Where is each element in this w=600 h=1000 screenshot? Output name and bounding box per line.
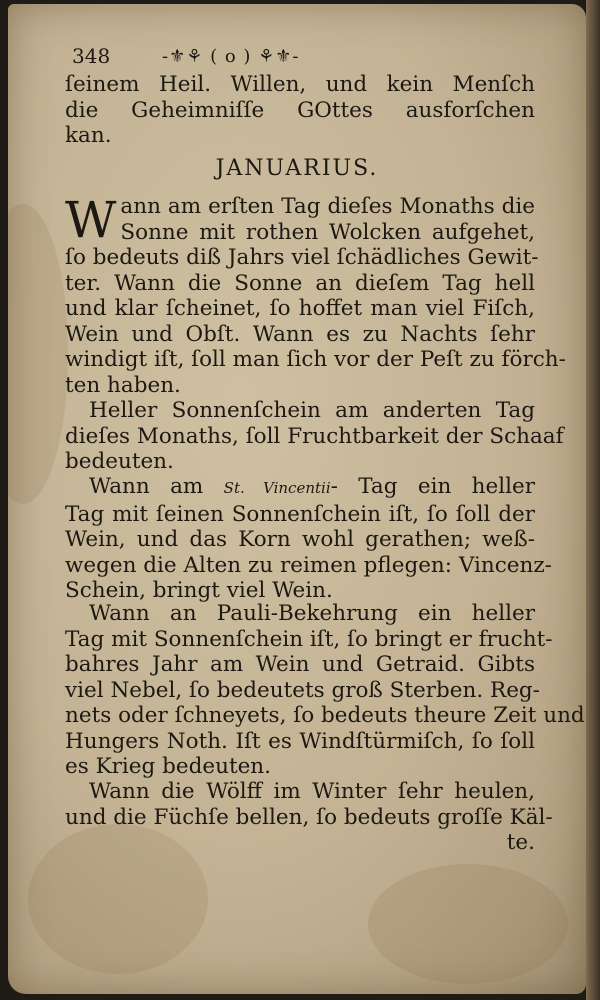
text-line: nets oder ſchneyets, ſo bedeuts theure Zeit und bbox=[65, 703, 585, 728]
paragraph-5 bbox=[65, 779, 553, 856]
text-line: bahres Jahr am Wein und Getraid. Gibts bbox=[65, 652, 535, 677]
intro-text bbox=[65, 72, 535, 149]
text-line: Wann an Pauli-Bekehrung ein heller bbox=[89, 601, 535, 626]
latin-name: St. Vincentii bbox=[223, 479, 331, 497]
text-line: die Geheimniſſe GOttes ausforſchen bbox=[65, 97, 535, 123]
paragraph-2 bbox=[65, 398, 564, 475]
text-line: ann am erſten Tag dieſes Monaths die bbox=[120, 194, 535, 219]
text-line: ſo bedeuts diß Jahrs viel ſchädliches Gewit- bbox=[65, 245, 539, 270]
text-line: ſeinem Heil. Willen, und kein Menſch bbox=[65, 72, 535, 97]
header-ornament: -⚜⚘ ( o ) ⚘⚜- bbox=[162, 46, 300, 67]
section-title: JANUARIUS. bbox=[215, 156, 379, 181]
text-line: es Krieg bedeuten. bbox=[65, 754, 271, 779]
paragraph-3 bbox=[65, 474, 552, 604]
text-line: Wein, und das Korn wohl gerathen; weß- bbox=[65, 527, 535, 552]
text-line: dieſes Monaths, ſoll Fruchtbarkeit der Schaaf bbox=[65, 423, 564, 449]
text-line: bedeuten. bbox=[65, 449, 174, 474]
text-line: und klar ſcheinet, ſo hoffet man viel Fiſch, bbox=[65, 296, 535, 321]
text-line: Schein, bringt viel Wein. bbox=[65, 578, 333, 603]
text-line: Tag mit ſeinen Sonnenſchein iſt, ſo ſoll der bbox=[65, 501, 535, 527]
paper-stain bbox=[368, 864, 568, 984]
text-line: wegen die Alten zu reimen pflegen: Vincenz- bbox=[65, 552, 552, 578]
text-line bbox=[65, 474, 535, 502]
paragraph-1 bbox=[65, 191, 566, 398]
text-line: Heller Sonnenſchein am anderten Tag bbox=[89, 398, 535, 423]
text-line: Wein und Obſt. Wann es zu Nachts ſehr bbox=[65, 321, 535, 347]
text-line: Sonne mit rothen Wolcken aufgehet, bbox=[120, 219, 535, 245]
book-page bbox=[8, 4, 586, 994]
drop-cap: W bbox=[65, 191, 117, 249]
running-header bbox=[72, 44, 532, 72]
text-line: Hungers Noth. Iſt es Windſtürmiſch, ſo ſoll bbox=[65, 728, 535, 754]
text-line: te. bbox=[506, 830, 535, 855]
text-line: ten haben. bbox=[65, 372, 181, 398]
paragraph-4 bbox=[65, 601, 585, 780]
text-line: und die Füchſe bellen, ſo bedeuts groſſe Käl- bbox=[65, 804, 553, 830]
text-line: windigt iſt, ſoll man ſich vor der Peſt zu förch- bbox=[65, 347, 566, 372]
book-spine bbox=[586, 0, 600, 1000]
text-line: Tag mit Sonnenſchein iſt, ſo bringt er frucht- bbox=[65, 626, 553, 652]
text-line: kan. bbox=[65, 123, 112, 148]
paper-stain bbox=[8, 204, 68, 504]
text-fragment: - Tag ein heller bbox=[330, 474, 535, 499]
text-line: ter. Wann die Sonne an dieſem Tag hell bbox=[65, 270, 535, 296]
text-fragment: Wann am bbox=[89, 474, 204, 499]
page-number: 348 bbox=[72, 44, 111, 68]
text-line: viel Nebel, ſo bedeutets groß Sterben. Reg- bbox=[65, 677, 540, 703]
text-line: Wann die Wölff im Winter ſehr heulen, bbox=[89, 779, 535, 804]
